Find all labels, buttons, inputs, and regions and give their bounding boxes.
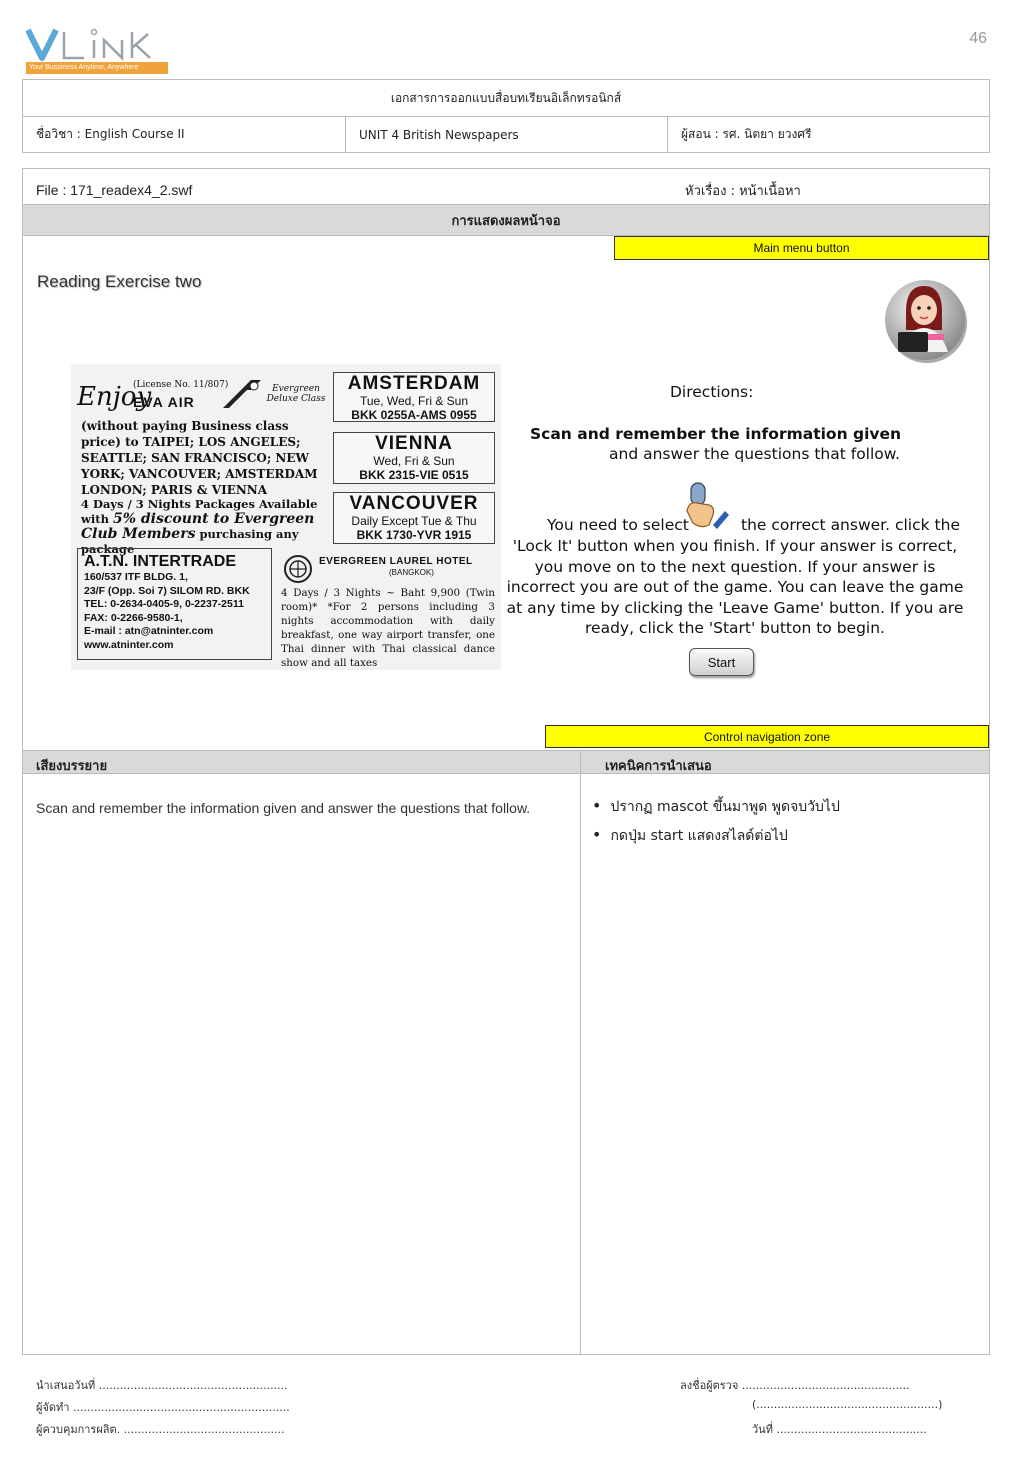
city-name: VANCOUVER <box>349 493 479 514</box>
city-days: Tue, Wed, Fri & Sun <box>359 394 469 408</box>
atn-line: www.atninter.com <box>84 638 174 651</box>
hotel-city: (BANGKOK) <box>389 568 434 577</box>
narration-text: Scan and remember the information given and answer the questions that follow. <box>36 800 531 816</box>
technique-list <box>592 792 972 850</box>
ad-license: (License No. 11/807) <box>133 380 229 390</box>
ad-evergreen-hotel <box>279 550 497 669</box>
file-name: File : 171_readex4_2.swf <box>36 182 193 198</box>
atn-line: 160/537 ITF BLDG. 1, <box>84 571 188 583</box>
ad-city-amsterdam <box>333 372 495 422</box>
ad-enjoy: Enjoy <box>77 382 152 412</box>
atn-title: A.T.N. INTERTRADE <box>84 553 236 570</box>
atn-line: FAX: 0-2266-9580-1, <box>84 611 183 624</box>
directions-title: Directions: <box>670 383 754 401</box>
footer-production-controller: ผู้ควบคุมการผลิต. .............................................. <box>36 1423 285 1436</box>
city-name: VIENNA <box>375 433 453 454</box>
ad-destinations: (without paying Business class price) to TAIPEI; LOS ANGELES; SEATTLE; SAN FRANCISCO; NEW YORK; VANCOUVER; AMSTERDAM LONDON; PARIS & VIENNA <box>81 419 318 497</box>
hotel-offer: 4 Days / 3 Nights ~ Baht 9,900 (Twin room)* *For 2 persons including 3 nights accommodation with daily breakfast, one way airport transfer, one Thai dinner with Thai classical dance show and all taxes <box>281 587 495 669</box>
city-days: Wed, Fri & Sun <box>373 454 455 468</box>
ad-packages-text: 4 Days / 3 Nights Packages Available with <box>81 497 318 526</box>
footer-presented-date: นำเสนอวันที่ ...................................................... <box>36 1379 288 1392</box>
atn-line: E-mail : atn@atninter.com <box>84 625 214 637</box>
vlink-logo <box>26 24 171 74</box>
directions-follow: and answer the questions that follow. <box>609 445 900 463</box>
footer-reviewer-signature: ลงชื่อผู้ตรวจ ................................................ <box>680 1379 910 1392</box>
footer-review-date: วันที่ ........................................... <box>752 1423 927 1436</box>
list-item: • ปรากฏ mascot ขึ้นมาพูด พูดจบวับไป <box>592 792 972 821</box>
logo-tagline: Your Bussiness Anytime, Anywhere <box>26 62 168 74</box>
course-info-row <box>22 116 990 153</box>
hotel-name: EVERGREEN LAUREL HOTEL <box>319 556 473 567</box>
hand-mouse-icon <box>679 481 731 533</box>
footer-maker: ผู้จัดทำ .............................................................. <box>36 1401 290 1414</box>
city-flight: BKK 2315-VIE 0515 <box>359 468 469 482</box>
file-row <box>23 170 989 204</box>
city-flight: BKK 0255A-AMS 0955 <box>351 408 477 422</box>
directions-body: 'Lock It' button when you finish. If your answer is correct, you move on to the next question. If your answer is incorrect you are out of the game. You can leave the game at any time by clicking the 'Leave Game' button. If you are ready, click the 'Start' button to begin. <box>506 537 964 637</box>
control-navigation-zone-tag: Control navigation zone <box>545 725 989 748</box>
ad-atn-intertrade <box>77 548 272 660</box>
ad-deluxe-class: Evergreen Deluxe Class <box>266 384 326 404</box>
eva-air-logo-icon <box>221 376 263 410</box>
narration-heading: เสียงบรรยาย <box>36 759 108 774</box>
document-title: เอกสารการออกแบบสื่อบทเรียนอิเล็กทรอนิกส์ <box>22 79 990 117</box>
main-menu-button-tag: Main menu button <box>614 236 989 260</box>
start-button[interactable]: Start <box>689 648 754 676</box>
vlink-logo-mark <box>26 24 171 62</box>
lower-section-header <box>23 750 989 774</box>
footer-reviewer-name: (....................................................) <box>752 1398 943 1411</box>
directions-instruction: Scan and remember the information given <box>530 425 902 443</box>
city-flight: BKK 1730-YVR 1915 <box>356 528 472 542</box>
ad-city-vancouver <box>333 492 495 544</box>
directions-select-before: You need to select <box>547 516 689 534</box>
atn-line: TEL: 0-2634-0405-9, 0-2237-2511 <box>84 598 244 610</box>
mascot-icon <box>878 272 972 366</box>
ad-packages-tail: purchasing any package <box>81 527 299 556</box>
page-number: 46 <box>969 30 987 47</box>
directions-select-after: the correct answer. click the <box>741 516 960 534</box>
screen-display-heading: การแสดงผลหน้าจอ <box>23 204 989 236</box>
course-name: ชื่อวิชา : English Course II <box>23 117 346 152</box>
list-item: • กดปุ่ม start แสดงสไลด์ต่อไป <box>592 821 972 850</box>
exercise-title: Reading Exercise two <box>37 272 202 291</box>
technique-heading: เทคนิคการนำเสนอ <box>605 759 712 774</box>
unit-name: UNIT 4 British Newspapers <box>346 117 668 152</box>
topic-label: หัวเรื่อง : หน้าเนื้อหา <box>685 184 801 199</box>
city-days: Daily Except Tue & Thu <box>351 514 477 528</box>
column-divider <box>580 750 581 1354</box>
atn-line: 23/F (Opp. Soi 7) SILOM RD. BKK <box>84 584 250 597</box>
newspaper-advertisement <box>71 364 501 670</box>
instructor-name: ผู้สอน : รศ. นิตยา ยวงศรี <box>681 127 812 141</box>
hotel-emblem-icon <box>283 554 313 584</box>
mascot-main-menu-button[interactable] <box>878 272 972 366</box>
city-name: AMSTERDAM <box>347 373 481 394</box>
ad-discount: 5% discount to Evergreen Club Members <box>81 511 315 542</box>
ad-city-vienna <box>333 432 495 484</box>
ad-airline: EVA AIR <box>133 394 195 410</box>
